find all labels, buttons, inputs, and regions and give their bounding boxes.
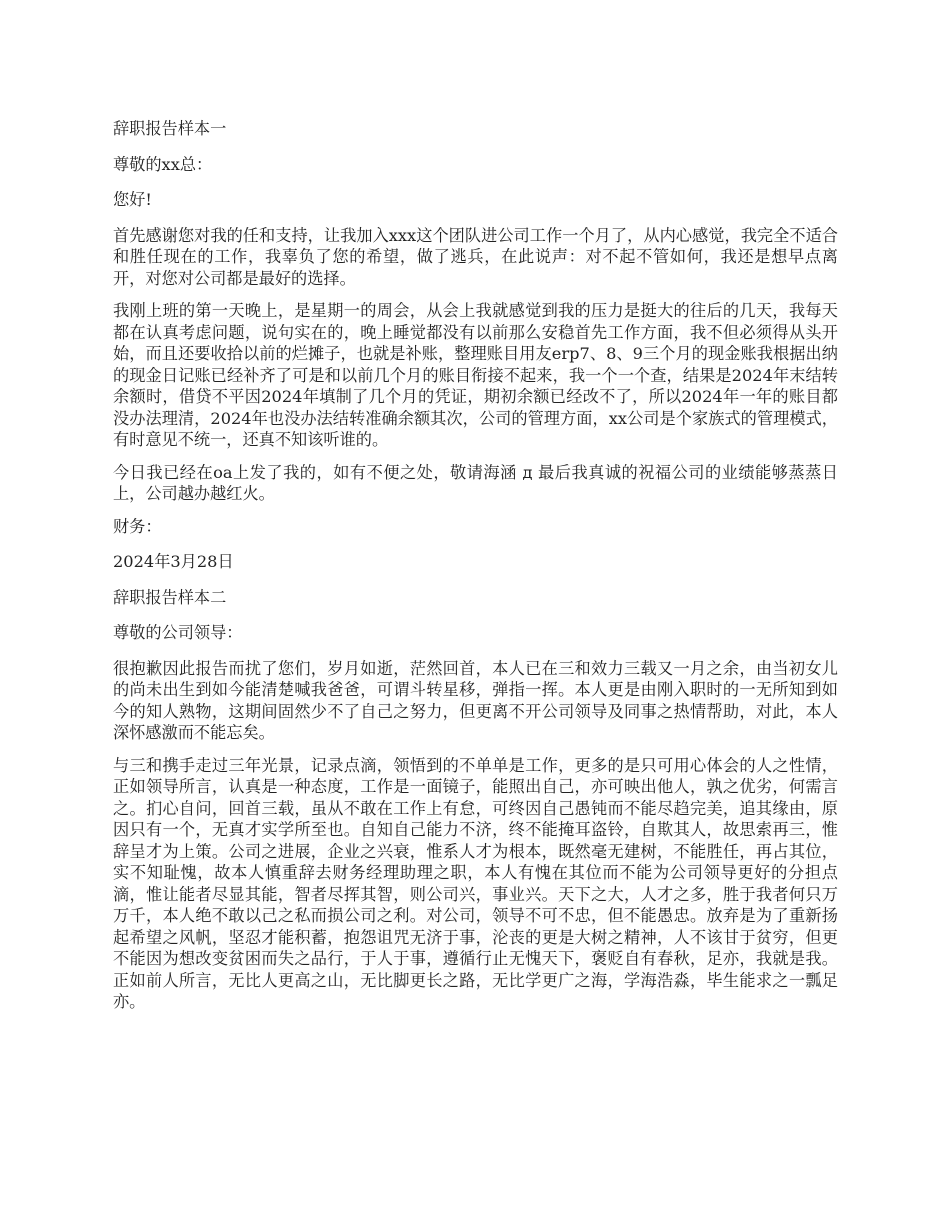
body-paragraph: 首先感谢您对我的任和支持，让我加入xxx这个团队进公司工作一个月了，从内心感觉，我完全不适合和胜任现在的工作，我辜负了您的希望，做了逃兵，在此说声：对不起不管如何，我还是想早点离开，对您对公司都是最好的选择。 [113,225,838,288]
body-paragraph: 与三和携手走过三年光景，记录点滴，领悟到的不单单是工作，更多的是只可用心体会的人之性情，正如领导所言，认真是一种态度，工作是一面镜子，能照出自己，亦可映出他人，孰之优劣，何需言之。扪心自问，回首三载，虽从不敢在工作上有怠，可终因自己愚钝而不能尽趋完美，追其缘由，原因只有一个，无真才实学所至也。自知自己能力不济，终不能掩耳盗铃，自欺其人，故思索再三，惟辞呈才为上策。公司之进展，企业之兴衰，惟系人才为根本，既然毫无建树，不能胜任，再占其位，实不知耻愧，故本人慎重辞去财务经理助理之职，本人有愧在其位而不能为公司领导更好的分担点滴，惟让能者尽显其能，智者尽挥其智，则公司兴，事业兴。天下之大，人才之多，胜于我者何只万万千，本人绝不敢以己之私而损公司之利。对公司，领导不可不忠，但不能愚忠。放弃是为了重新扬起希望之风帆，坚忍才能积蓄，抱怨诅咒无济于事，沦丧的更是大树之精神，人不该甘于贫穷，但更不能因为想改变贫困而失之品行，于人于事，遵循行止无愧天下，褒贬自有春秋，足亦，我就是我。正如前人所言，无比人更高之山，无比脚更长之路，无比学更广之海，学海浩淼，毕生能求之一瓢足亦。 [113,755,838,1011]
signature-department: 财务： [113,516,162,536]
body-paragraph: 今日我已经在oa上发了我的，如有不便之处，敬请海涵 д 最后我真诚的祝福公司的业绩能够蒸蒸日上，公司越办越红火。 [113,462,838,503]
section-title-1: 辞职报告样本一 [113,119,227,138]
body-paragraph: 我刚上班的第一天晚上，是星期一的周会，从会上我就感觉到我的压力是挺大的往后的几天，我每天都在认真考虑问题，说句实在的，晚上睡觉都没有以前那么安稳首先工作方面，我不但必须得从头开始，而且还要收拾以前的烂摊子，也就是补账，整理账目用友erp7、8、9三个月的现金账我根据出纳的现金日记账已经补齐了可是和以前几个月的账目衔接不起来，我一个一个查，结果是2024年末结转余额时，借贷不平因2024年填制了几个月的凭证，期初余额已经改不了，所以2024年一年的账目都没办法理清，2024年也没办法结转准确余额其次，公司的管理方面，xx公司是个家族式的管理模式，有时意见不统一，还真不知该听谁的。 [113,301,838,449]
section-title-2: 辞职报告样本二 [113,587,227,607]
body-paragraph: 很抱歉因此报告而扰了您们，岁月如逝，茫然回首，本人已在三和效力三载又一月之余，由当初女儿的尚未出生到如今能清楚喊我爸爸，可谓斗转星移，弹指一挥。本人更是由刚入职时的一无所知到如今的知人熟物，这期间固然少不了自己之努力，但更离不开公司领导及同事之热情帮助，对此，本人深怀感激而不能忘矣。 [113,658,838,742]
salutation-1: 尊敬的xx总： [113,154,213,174]
signature-date: 2024年3月28日 [113,552,234,571]
greeting: 您好! [113,190,152,209]
salutation-2: 尊敬的公司领导： [113,623,243,642]
document-page [113,118,838,1024]
